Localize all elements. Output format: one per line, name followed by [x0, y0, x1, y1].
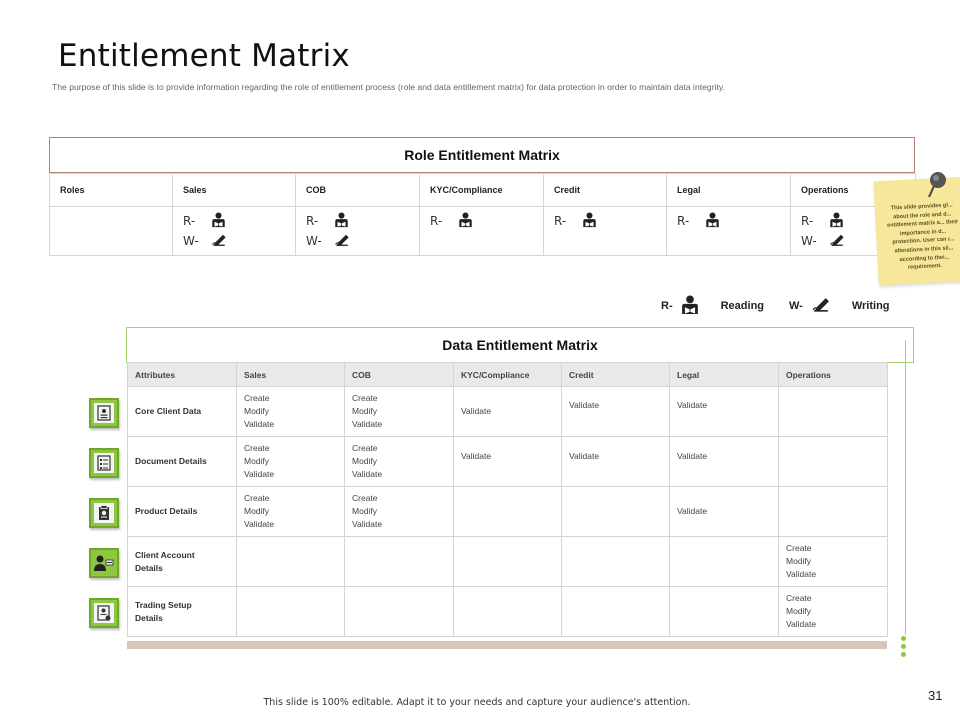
- table-cell: Validate: [670, 437, 779, 487]
- w-label: W-: [801, 234, 817, 248]
- table-cell: Validate: [454, 387, 562, 437]
- table-row: [128, 587, 888, 637]
- writer-icon: [328, 233, 351, 250]
- legend-w-label: W-: [789, 300, 803, 312]
- table-cell: [779, 387, 888, 437]
- table-cell: [454, 587, 562, 637]
- column-header: Credit: [544, 174, 667, 207]
- role-entitlement-matrix: [49, 137, 915, 256]
- column-header: Operations: [779, 363, 888, 387]
- reader-icon: [699, 212, 720, 231]
- column-header: Sales: [173, 174, 296, 207]
- attribute-cell: Client Account Details: [128, 537, 237, 587]
- role-matrix-heading: Role Entitlement Matrix: [49, 137, 915, 173]
- table-cell: Create Modify Validate: [237, 387, 345, 437]
- footer-note: This slide is 100% editable. Adapt it to your needs and capture your audience's attention.: [263, 697, 691, 708]
- table-cell: [562, 537, 670, 587]
- table-cell: [667, 207, 791, 256]
- legend-reading-text: Reading: [720, 300, 765, 312]
- writer-icon: [205, 233, 228, 250]
- checklist-icon: [89, 448, 119, 478]
- attribute-cell: Document Details: [128, 437, 237, 487]
- table-cell: [420, 207, 544, 256]
- table-cell: [562, 487, 670, 537]
- table-cell: [544, 207, 667, 256]
- column-header: COB: [296, 174, 420, 207]
- column-header: Legal: [667, 174, 791, 207]
- reader-icon: [681, 294, 699, 319]
- column-header: Credit: [562, 363, 670, 387]
- table-cell: Create Modify Validate: [237, 487, 345, 537]
- r-label: R-: [430, 214, 443, 228]
- page-subtitle: The purpose of this slide is to provide information regarding the role of entitlement process (role and data entitlement matrix) for data protection in order to maintain data integrity.: [52, 82, 725, 92]
- attribute-cell: Core Client Data: [128, 387, 237, 437]
- table-cell: Create Modify Validate: [345, 387, 454, 437]
- progress-dots: [901, 636, 906, 660]
- w-label: W-: [306, 234, 322, 248]
- reader-icon: [452, 212, 473, 231]
- writer-icon: [811, 296, 832, 316]
- r-label: R-: [183, 214, 196, 228]
- column-header: KYC/Compliance: [420, 174, 544, 207]
- table-cell: Create Modify Validate: [237, 437, 345, 487]
- table-cell: Create Modify Validate: [345, 437, 454, 487]
- column-header: Attributes: [128, 363, 237, 387]
- page-number: 31: [928, 688, 943, 703]
- column-header: Sales: [237, 363, 345, 387]
- table-cell: [173, 207, 296, 256]
- role-matrix-header-row: [50, 174, 916, 207]
- table-cell: Validate: [670, 387, 779, 437]
- writer-icon: [823, 233, 846, 250]
- table-cell: [779, 487, 888, 537]
- reader-icon: [823, 212, 844, 231]
- table-row: [128, 387, 888, 437]
- column-header: COB: [345, 363, 454, 387]
- role-matrix-table: [49, 173, 916, 256]
- trading-setup-icon: [89, 598, 119, 628]
- column-header: Operations: [791, 174, 916, 207]
- pushpin-icon: [924, 170, 950, 205]
- table-cell: Validate: [562, 387, 670, 437]
- attribute-cell: Trading Setup Details: [128, 587, 237, 637]
- column-header: KYC/Compliance: [454, 363, 562, 387]
- id-card-icon: [89, 398, 119, 428]
- table-row: [128, 437, 888, 487]
- r-label: R-: [801, 214, 814, 228]
- table-cell: [237, 587, 345, 637]
- reader-icon: [328, 212, 349, 231]
- role-matrix-body-row: [50, 207, 916, 256]
- reader-icon: [576, 212, 597, 231]
- table-cell: [237, 537, 345, 587]
- table-cell: Create Modify Validate: [345, 487, 454, 537]
- w-label: W-: [183, 234, 199, 248]
- column-header: Roles: [50, 174, 173, 207]
- column-header: Legal: [670, 363, 779, 387]
- r-label: R-: [306, 214, 319, 228]
- table-cell: [296, 207, 420, 256]
- sticky-note-text: This slide provides gl... about the role and d... entitlement matrix a... their importance in d... protection. User can r... alterations in this sli... according to thei... requirement.: [886, 202, 959, 271]
- r-label: R-: [554, 214, 567, 228]
- table-cell: [50, 207, 173, 256]
- table-cell: Create Modify Validate: [779, 537, 888, 587]
- table-cell: [779, 437, 888, 487]
- table-cell: [562, 587, 670, 637]
- legend-r-label: R-: [661, 300, 673, 312]
- data-matrix-table: [127, 362, 888, 637]
- table-cell: Validate: [670, 487, 779, 537]
- legend-writing-text: Writing: [851, 300, 890, 312]
- product-doc-icon: [89, 498, 119, 528]
- accent-line: [905, 340, 906, 635]
- attribute-cell: Product Details: [128, 487, 237, 537]
- r-label: R-: [677, 214, 690, 228]
- data-matrix-header-row: [128, 363, 888, 387]
- table-row: [128, 537, 888, 587]
- table-cell: [454, 537, 562, 587]
- client-account-icon: [89, 548, 119, 578]
- table-cell: Validate: [454, 437, 562, 487]
- page-title: Entitlement Matrix: [58, 38, 350, 74]
- table-cell: [670, 537, 779, 587]
- table-footer-bar: [127, 641, 887, 649]
- table-cell: [345, 587, 454, 637]
- table-cell: [670, 587, 779, 637]
- table-cell: [454, 487, 562, 537]
- data-matrix-heading: Data Entitlement Matrix: [126, 327, 914, 363]
- table-row: [128, 487, 888, 537]
- legend: [661, 293, 901, 319]
- table-cell: [345, 537, 454, 587]
- reader-icon: [205, 212, 226, 231]
- table-cell: Create Modify Validate: [779, 587, 888, 637]
- table-cell: Validate: [562, 437, 670, 487]
